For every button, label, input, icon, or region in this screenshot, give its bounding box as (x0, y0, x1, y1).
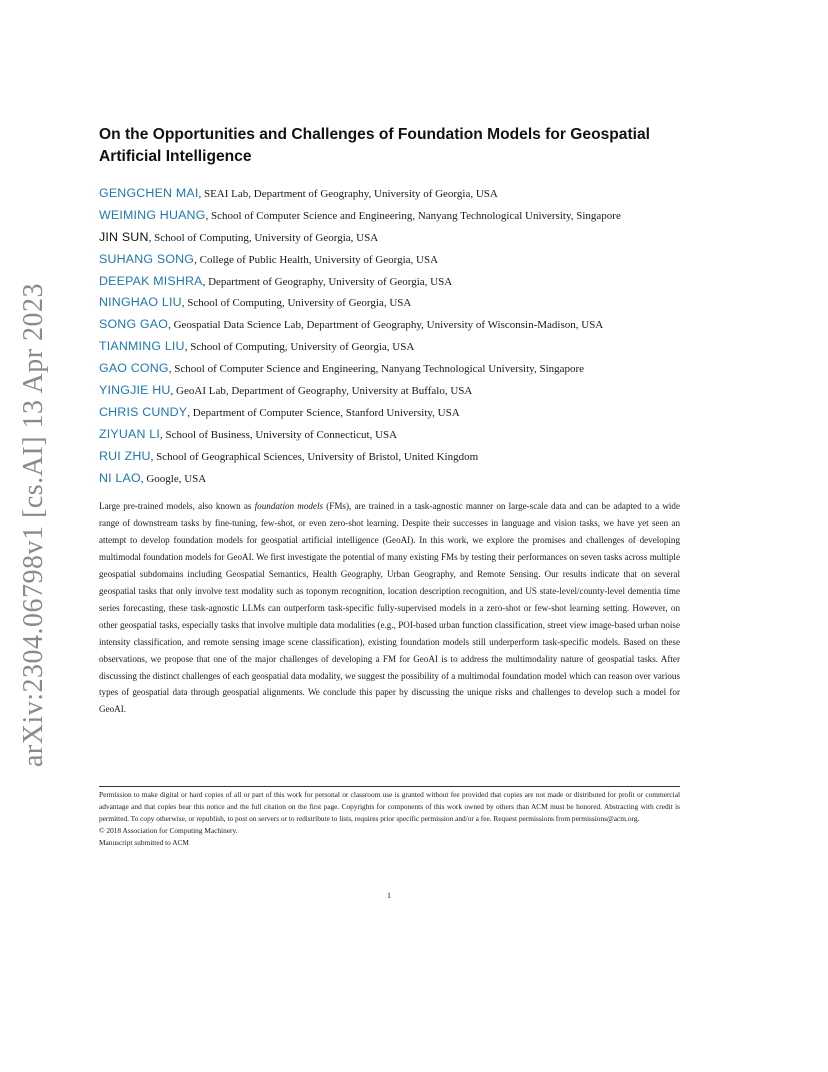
author-name[interactable]: ZIYUAN LI (99, 426, 161, 441)
author-entry (99, 467, 699, 489)
author-name[interactable]: GAO CONG (99, 361, 169, 376)
author-entry (99, 226, 699, 248)
copyright-line: © 2018 Association for Computing Machinery. (99, 825, 238, 835)
author-entry (99, 379, 699, 401)
author-entry (99, 291, 699, 313)
author-name[interactable]: DEEPAK MISHRA (99, 273, 203, 288)
author-name[interactable]: NINGHAO LIU (99, 295, 182, 310)
paper-title: On the Opportunities and Challenges of Foundation Models for Geospatial Artificial Intelligence (99, 126, 650, 165)
author-affiliation: , School of Geographical Sciences, University of Bristol, United Kingdom (150, 450, 479, 463)
arxiv-identifier-stamp (12, 282, 56, 768)
arxiv-identifier-text: arXiv:2304.06798v1 [cs.AI] 13 Apr 2023 (18, 282, 49, 768)
author-affiliation: , School of Computing, University of Georgia, USA (148, 231, 379, 244)
author-name[interactable]: GENGCHEN MAI (99, 186, 199, 200)
author-entry (99, 401, 699, 423)
author-affiliation: , Google, USA (140, 472, 207, 485)
author-affiliation: , School of Computer Science and Engineering, Nanyang Technological University, Singapore (168, 363, 585, 376)
author-entry (99, 182, 699, 204)
abstract-text-start: Large pre-trained models, also known as (99, 501, 255, 511)
author-entry (99, 423, 699, 445)
author-affiliation: , SEAI Lab, Department of Geography, University of Georgia, USA (198, 188, 498, 200)
author-entry (99, 335, 699, 357)
author-name[interactable]: RUI ZHU (99, 448, 151, 463)
permission-notice: Permission to make digital or hard copies of all or part of this work for personal or classroom use is granted without fee provided that copies are not made or distributed for profit or commercial advantage and that copies bear this notice and the full citation on the first page. Copyrights for components of this work owned by others than ACM must be honored. Abstracting with credit is permitted. To copy otherwise, or republish, to post on servers or to redistribute to lists, requires prior specific permission and/or a fee. Request permissions from permissions@acm.org. (99, 790, 680, 823)
page-number: 1 (387, 891, 391, 900)
author-affiliation: , College of Public Health, University of Georgia, USA (194, 253, 439, 266)
author-name: JIN SUN (99, 229, 149, 244)
abstract-paragraph (99, 498, 680, 718)
author-entry (99, 313, 699, 335)
author-name[interactable]: SONG GAO (99, 317, 169, 332)
author-affiliation: , Department of Geography, University of Georgia, USA (202, 275, 453, 288)
abstract-emphasis: foundation models (254, 501, 324, 511)
manuscript-line: Manuscript submitted to ACM (99, 837, 189, 847)
author-affiliation: , School of Business, University of Connecticut, USA (160, 428, 398, 441)
author-list (99, 182, 699, 488)
author-affiliation: , School of Computing, University of Georgia, USA (181, 297, 412, 310)
author-name[interactable]: WEIMING HUANG (99, 207, 206, 222)
author-entry (99, 445, 699, 467)
author-name[interactable]: SUHANG SONG (99, 251, 195, 266)
author-affiliation: , School of Computing, University of Georgia, USA (184, 341, 415, 354)
author-name[interactable]: YINGJIE HU (99, 383, 171, 398)
footnote-divider (99, 786, 680, 787)
author-affiliation: , Department of Computer Science, Stanford University, USA (187, 406, 460, 419)
author-entry (99, 248, 699, 270)
author-affiliation: , School of Computer Science and Engineering, Nanyang Technological University, Singapore (205, 209, 621, 222)
author-name[interactable]: NI LAO (99, 470, 141, 485)
author-entry (99, 357, 699, 379)
author-name[interactable]: TIANMING LIU (99, 339, 185, 354)
author-affiliation: , Geospatial Data Science Lab, Department of Geography, University of Wisconsin-Madison, USA (168, 319, 604, 332)
abstract-text-rest: (FMs), are trained in a task-agnostic manner on large-scale data and can be adapted to a wide range of downstream tasks by fine-tuning, few-shot, or even zero-shot learning. Despite their successes in language and vision tasks, we have yet seen an attempt to develop foundation models for geospatial artificial intelligence (GeoAI). In this work, we explore the promises and challenges of developing multimodal foundation models for GeoAI. We first investigate the potential of many existing FMs by testing their performances on seven tasks across multiple geospatial subdomains including Geospatial Semantics, Health Geography, Urban Geography, and Remote Sensing. Our results indicate that on several geospatial tasks that only involve text modality such as toponym recognition, location description recognition, and US state-level/county-level dementia time series forecasting, these task-agnostic LLMs can outperform task-specific fully-supervised models in a zero-shot or few-shot learning setting. However, on other geospatial tasks, especially tasks that involve multiple data modalities (e.g., POI-based urban function classification, street view image-based urban noise intensity classification, and remote sensing image scene classification), existing foundation models still underperform task-specific models. Based on these observations, we propose that one of the major challenges of developing a FM for GeoAI is to address the multimodality nature of geospatial tasks. After discussing the distinct challenges of each geospatial data modality, we suggest the possibility of a multimodal foundation model which can reason over various types of geospatial data through geospatial alignments. We conclude this paper by discussing the unique risks and challenges to develop such a model for GeoAI. (99, 501, 680, 715)
permission-footnote (99, 789, 680, 849)
author-name[interactable]: CHRIS CUNDY (99, 404, 188, 419)
author-affiliation: , GeoAI Lab, Department of Geography, University at Buffalo, USA (170, 385, 473, 398)
author-entry (99, 204, 699, 226)
author-entry (99, 270, 699, 292)
